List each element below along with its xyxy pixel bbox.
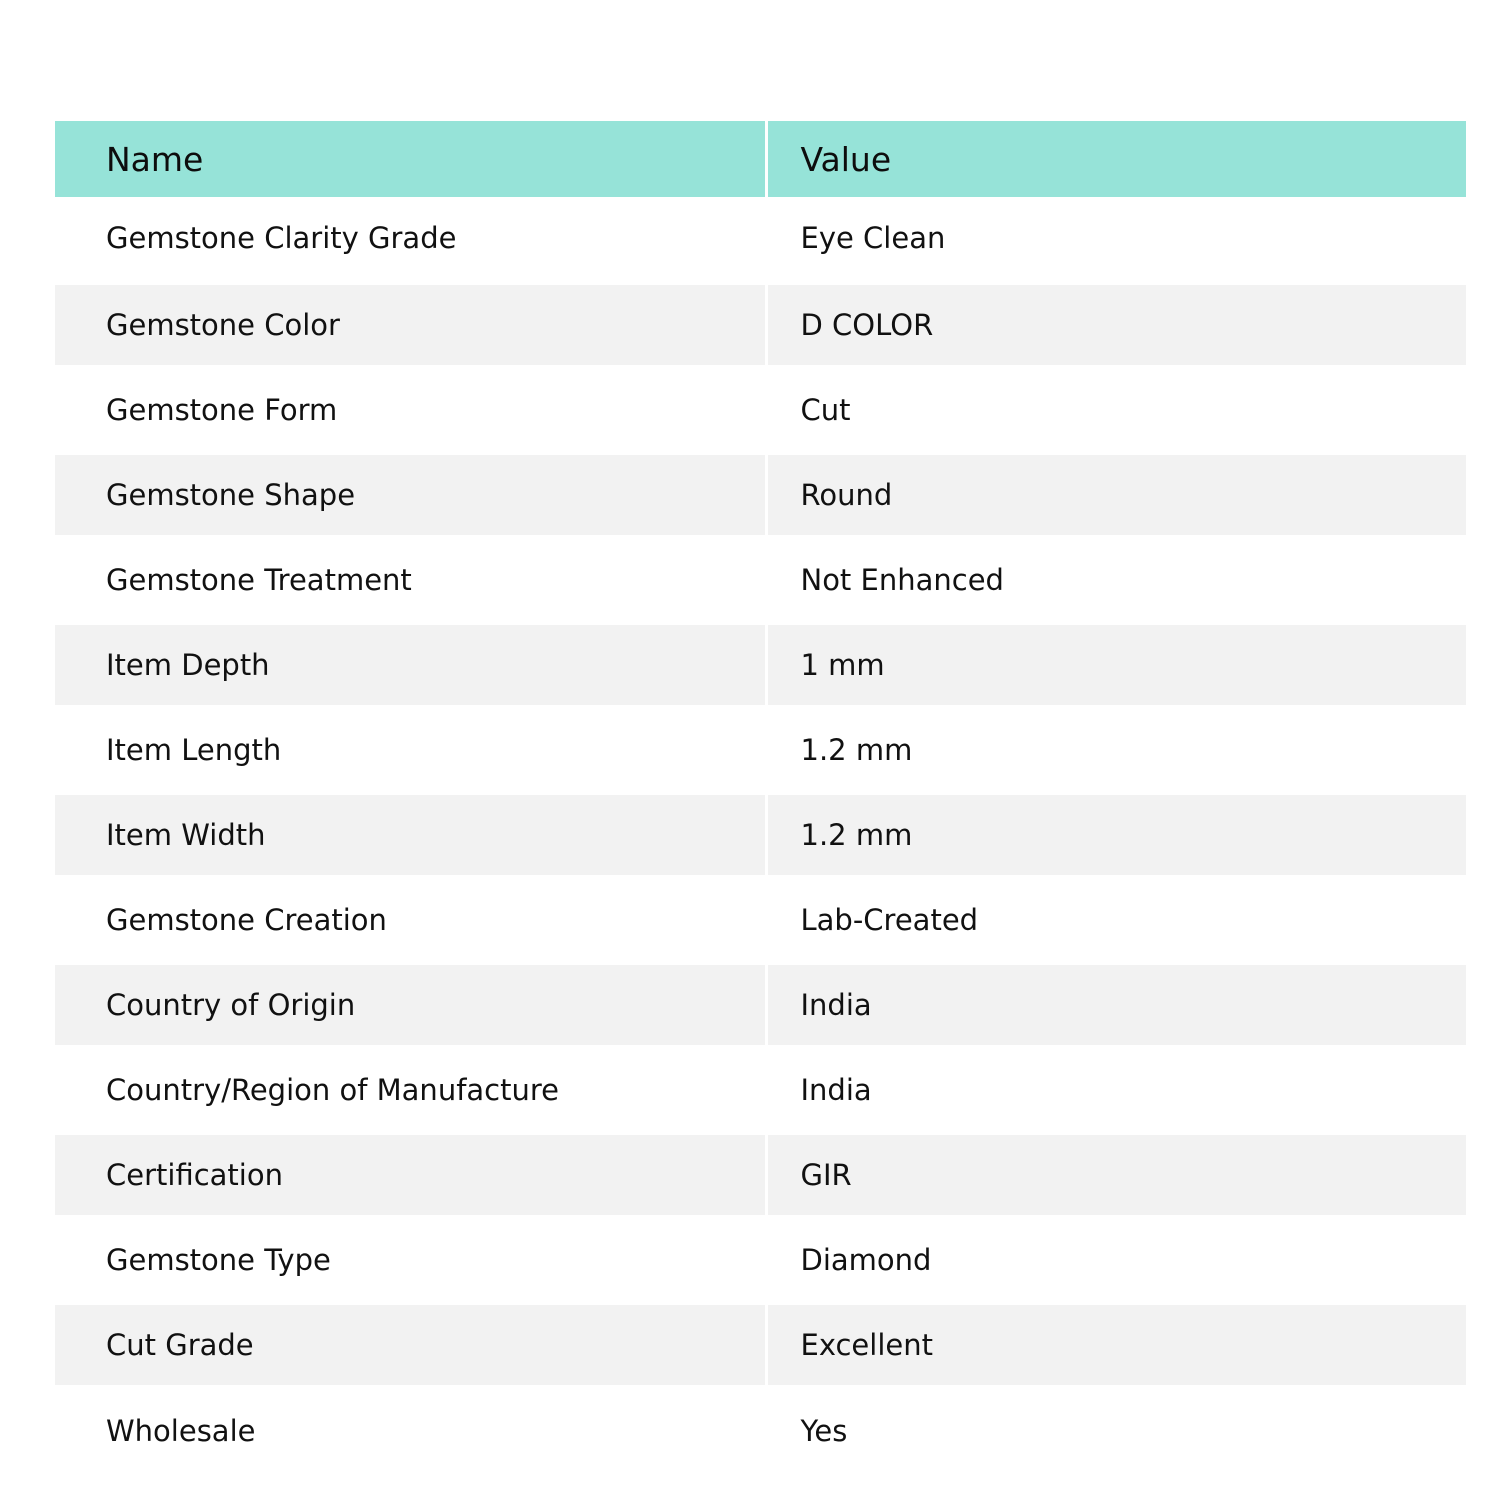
table-row [55,792,1466,877]
table-row [55,282,1466,367]
row-value-cell: Excellent [766,1302,1466,1387]
table-row [55,1047,1466,1132]
row-name-cell: Gemstone Type [55,1217,766,1302]
table-row [55,367,1466,452]
row-value-cell: India [766,1047,1466,1132]
header-row [55,121,1466,197]
name-column-header: Name [55,121,766,197]
row-name-cell: Item Width [55,792,766,877]
table-row [55,1217,1466,1302]
row-value-cell: GIR [766,1132,1466,1217]
row-name-cell: Gemstone Color [55,282,766,367]
row-value-cell: 1 mm [766,622,1466,707]
row-name-cell: Cut Grade [55,1302,766,1387]
row-value-cell: Lab-Created [766,877,1466,962]
table-header [55,121,1466,197]
row-value-cell: India [766,962,1466,1047]
row-name-cell: Gemstone Creation [55,877,766,962]
table-row [55,537,1466,622]
row-name-cell: Certification [55,1132,766,1217]
row-value-cell: 1.2 mm [766,707,1466,792]
table-row [55,1387,1466,1472]
value-column-header: Value [766,121,1466,197]
row-name-cell: Gemstone Treatment [55,537,766,622]
table-row [55,1132,1466,1217]
row-value-cell: D COLOR [766,282,1466,367]
row-value-cell: Yes [766,1387,1466,1472]
row-value-cell: 1.2 mm [766,792,1466,877]
table-row [55,452,1466,537]
table-row [55,877,1466,962]
row-value-cell: Cut [766,367,1466,452]
row-value-cell: Not Enhanced [766,537,1466,622]
row-name-cell: Item Depth [55,622,766,707]
row-value-cell: Round [766,452,1466,537]
table-row [55,197,1466,282]
row-name-cell: Country of Origin [55,962,766,1047]
row-value-cell: Eye Clean [766,197,1466,282]
row-name-cell: Wholesale [55,1387,766,1472]
table-row [55,962,1466,1047]
row-name-cell: Gemstone Shape [55,452,766,537]
row-name-cell: Item Length [55,707,766,792]
row-value-cell: Diamond [766,1217,1466,1302]
table-row [55,707,1466,792]
item-specifics-table [55,121,1466,1472]
table-body [55,197,1466,1472]
table-row [55,1302,1466,1387]
row-name-cell: Gemstone Clarity Grade [55,197,766,282]
row-name-cell: Country/Region of Manufacture [55,1047,766,1132]
table-row [55,622,1466,707]
row-name-cell: Gemstone Form [55,367,766,452]
